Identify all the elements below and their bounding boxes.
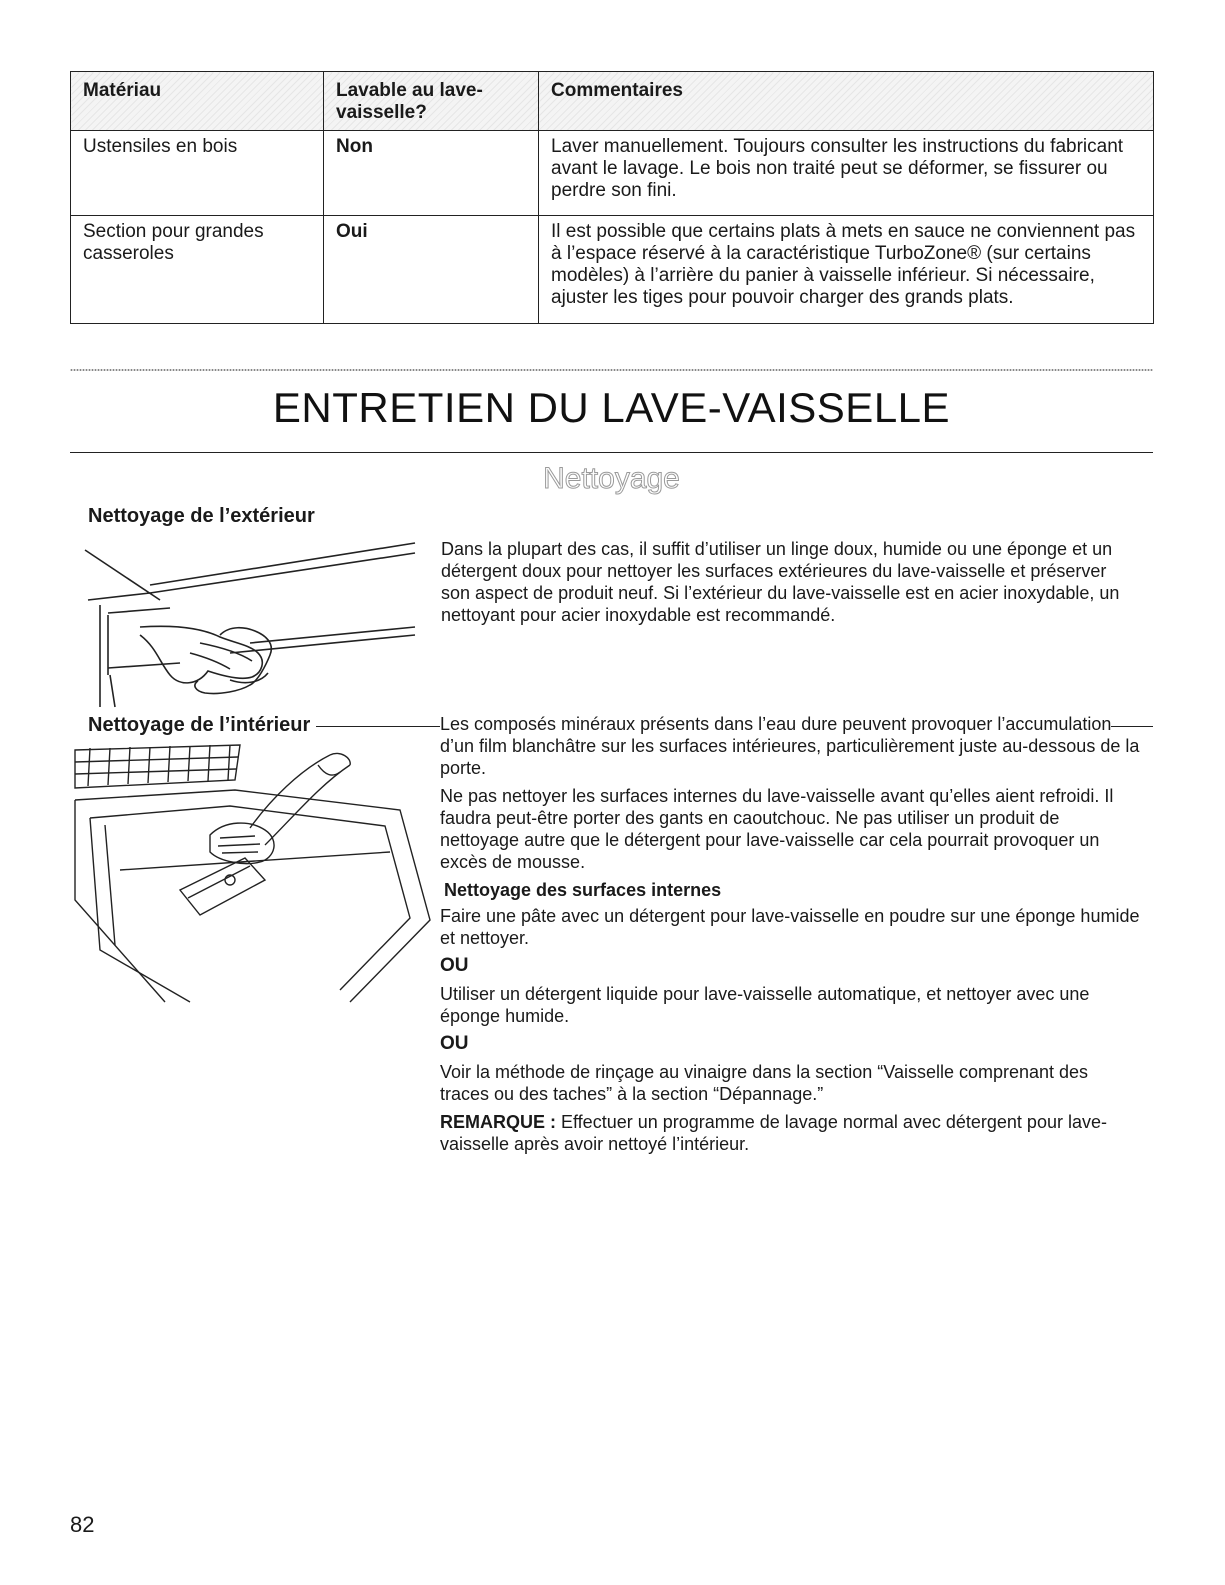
- interior-cleaning-illustration: [70, 740, 440, 1005]
- method-2: Utiliser un détergent liquide pour lave-vaisselle automatique, et nettoyer avec une éponge humide.: [440, 984, 1090, 1026]
- method-3: Voir la méthode de rinçage au vinaigre dans la section “Vaisselle comprenant des traces ou des taches” à la section “Dépannage.”: [440, 1062, 1089, 1104]
- table-row: [71, 216, 1154, 324]
- header-material: Matériau: [71, 72, 324, 131]
- cell-material: Ustensiles en bois: [71, 131, 324, 216]
- interior-paragraph-2: Ne pas nettoyer les surfaces internes du lave-vaisselle avant qu’elles aient refroidi. Il faudra peut-être porter des gants en caoutchouc. Ne pas utiliser un produit de nettoyage autre que le détergent pour lave-vaisselle car cela pourrait provoquer un excès de mousse.: [440, 786, 1114, 872]
- note-label: REMARQUE :: [440, 1112, 556, 1132]
- cell-comment: Laver manuellement. Toujours consulter les instructions du fabricant avant le lavage. Le bois non traité peut se déformer, se fissurer ou perdre son fini.: [539, 131, 1154, 216]
- cell-washable: Oui: [324, 216, 539, 324]
- subsection-title: Nettoyage: [543, 462, 680, 495]
- interior-subheading: Nettoyage des surfaces internes: [444, 880, 722, 900]
- materials-table: [70, 71, 1154, 324]
- title-divider: [70, 452, 1153, 453]
- interior-content: [440, 713, 1140, 1161]
- or-label-2: OU: [440, 1033, 469, 1054]
- note: [440, 1111, 1140, 1155]
- exterior-text: Dans la plupart des cas, il suffit d’utiliser un linge doux, humide ou une éponge et un détergent doux pour nettoyer les surfaces extérieures du lave-vaisselle et préserver son aspect de produit neuf. Si l’extérieur du lave-vaisselle est en acier inoxydable, un nettoyant pour acier inoxydable est recommandé.: [441, 539, 1120, 625]
- exterior-heading: Nettoyage de l’extérieur: [88, 505, 315, 527]
- section-title: ENTRETIEN DU LAVE-VAISSELLE: [272, 384, 951, 431]
- table-header-row: [71, 72, 1154, 131]
- header-comments: Commentaires: [539, 72, 1154, 131]
- method-1: Faire une pâte avec un détergent pour lave-vaisselle en poudre sur une éponge humide et nettoyer.: [440, 906, 1140, 948]
- cell-comment: Il est possible que certains plats à mets en sauce ne conviennent pas à l’espace réservé à la caractéristique TurboZone® (sur certains modèles) à l’arrière du panier à vaisselle inférieur. Si nécessaire, ajuster les tiges pour pouvoir charger des grands plats.: [539, 216, 1154, 324]
- note-text: Effectuer un programme de lavage normal avec détergent pour lave-vaisselle après avoir nettoyé l’intérieur.: [440, 1112, 1107, 1154]
- exterior-cleaning-illustration: [80, 535, 425, 710]
- or-label-1: OU: [440, 955, 469, 976]
- interior-heading: Nettoyage de l’intérieur: [88, 714, 316, 737]
- cell-material: Section pour grandes casseroles: [71, 216, 324, 324]
- cell-washable: Non: [324, 131, 539, 216]
- interior-paragraph-1: Les composés minéraux présents dans l’eau dure peuvent provoquer l’accumulation d’un film blanchâtre sur les surfaces intérieures, particulièrement juste au-dessous de la porte.: [440, 714, 1140, 778]
- page-number: 82: [70, 1512, 95, 1537]
- header-washable: Lavable au lave-vaisselle?: [324, 72, 539, 131]
- dotted-divider: [70, 368, 1153, 372]
- table-row: [71, 131, 1154, 216]
